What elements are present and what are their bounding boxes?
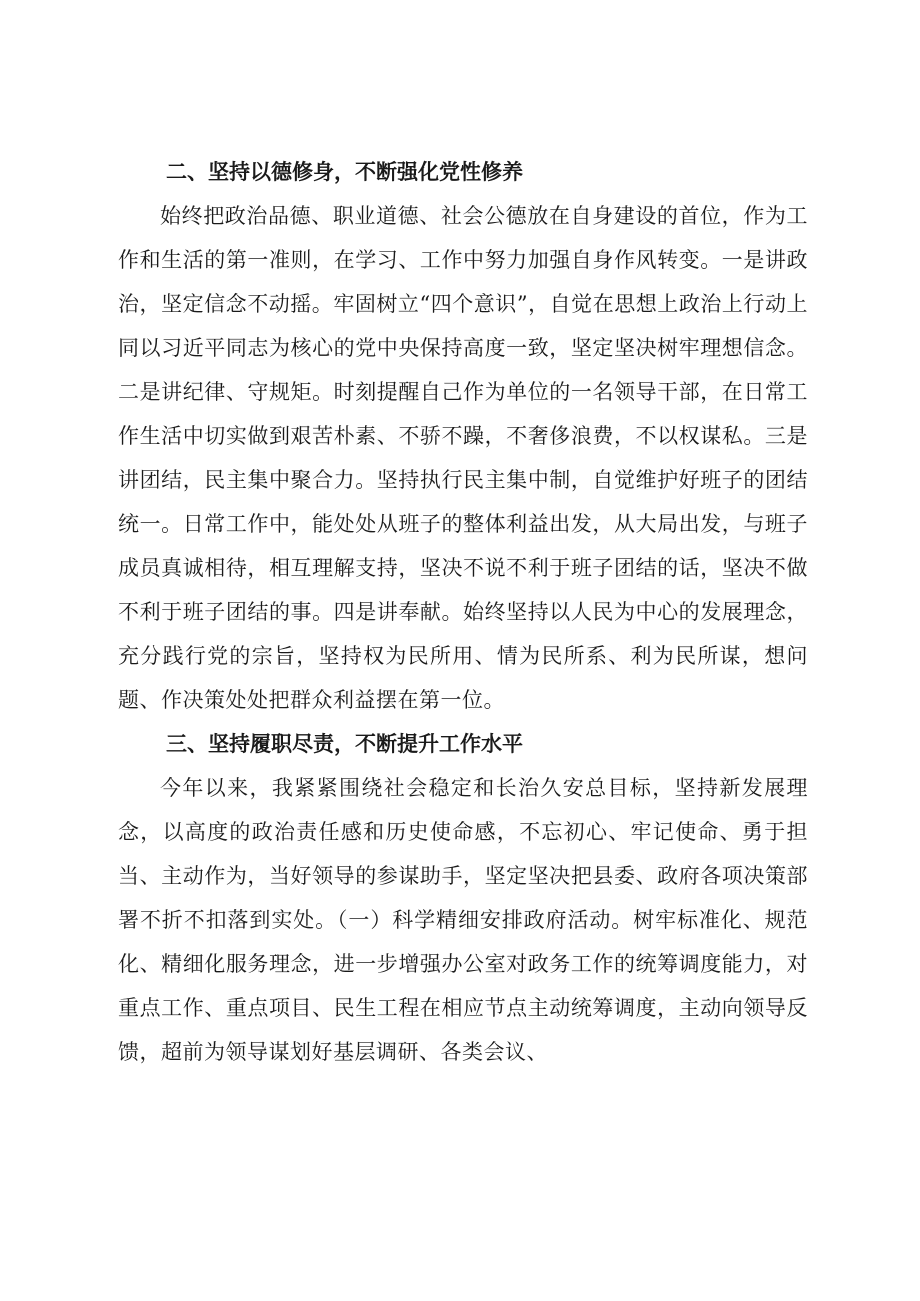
section-heading-3: 三、坚持履职尽责，不断提升工作水平	[166, 732, 523, 756]
section-heading-2: 二、坚持以德修身，不断强化党性修养	[166, 160, 523, 184]
section-paragraph-3: 今年以来，我紧紧围绕社会稳定和长治久安总目标，坚持新发展理念，以高度的政治责任感和历史使命感，不忘初心、牢记使命、勇于担当、主动作为，当好领导的参谋助手，坚定坚决把县委、政府各项决策部署不折不扣落到实处。（一）科学精细安排政府活动。树牢标准化、规范化、精细化服务理念，进一步增强办公室对政务工作的统筹调度能力，对重点工作、重点项目、民生工程在相应节点主动统筹调度，主动向领导反馈，超前为领导谋划好基层调研、各类会议、	[118, 776, 808, 1064]
document-body	[118, 150, 808, 1074]
section-paragraph-2: 始终把政治品德、职业道德、社会公德放在自身建设的首位，作为工作和生活的第一准则，在学习、工作中努力加强自身作风转变。一是讲政治，坚定信念不动摇。牢固树立“四个意识”，自觉在思想上政治上行动上同以习近平同志为核心的党中央保持高度一致，坚定坚决树牢理想信念。二是讲纪律、守规矩。时刻提醒自己作为单位的一名领导干部，在日常工作生活中切实做到艰苦朴素、不骄不躁，不奢侈浪费，不以权谋私。三是讲团结，民主集中聚合力。坚持执行民主集中制，自觉维护好班子的团结统一。日常工作中，能处处从班子的整体利益出发，从大局出发，与班子成员真诚相待，相互理解支持，坚决不说不利于班子团结的话，坚决不做不利于班子团结的事。四是讲奉献。始终坚持以人民为中心的发展理念，充分践行党的宗旨，坚持权为民所用、情为民所系、利为民所谋，想问题、作决策处处把群众利益摆在第一位。	[118, 204, 808, 712]
